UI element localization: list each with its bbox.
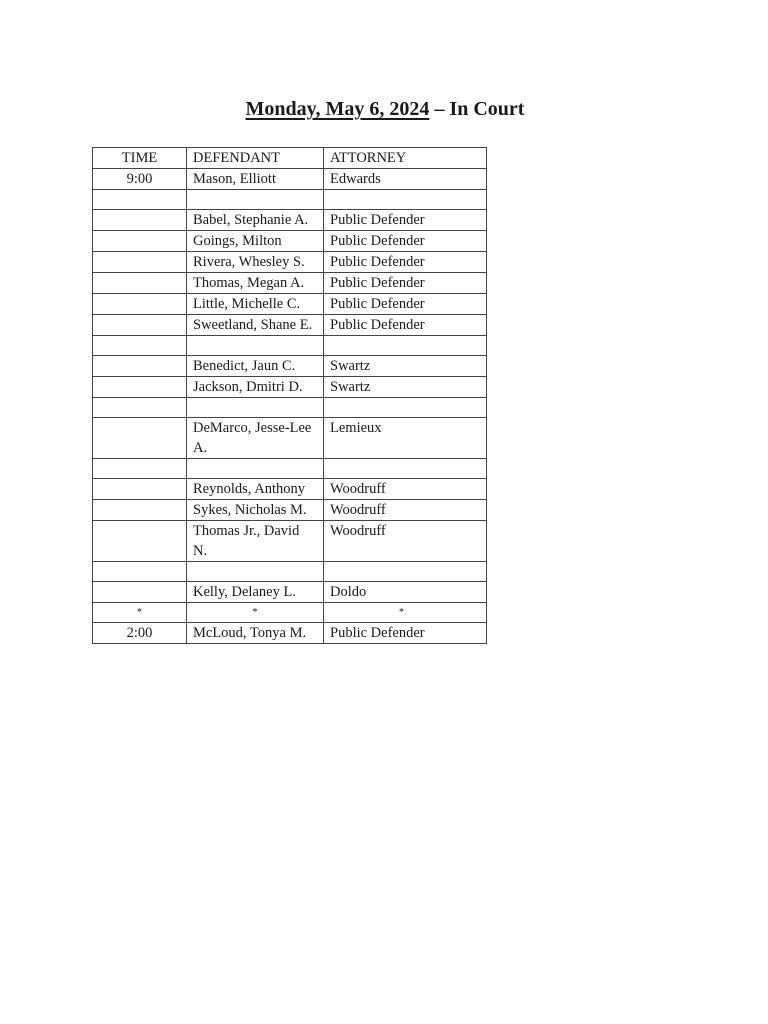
title-date: Monday, May 6, 2024 <box>245 98 430 120</box>
table-row <box>93 623 487 644</box>
defendant-cell: Babel, Stephanie A. <box>187 210 324 231</box>
time-cell <box>93 294 187 315</box>
attorney-cell: Public Defender <box>324 294 487 315</box>
defendant-cell: Thomas, Megan A. <box>187 273 324 294</box>
attorney-cell: Public Defender <box>324 210 487 231</box>
table-row <box>93 231 487 252</box>
time-cell <box>93 459 187 479</box>
time-cell <box>93 418 187 459</box>
defendant-cell: DeMarco, Jesse-Lee A. <box>187 418 324 459</box>
defendant-cell <box>187 398 324 418</box>
court-schedule-table <box>92 147 487 644</box>
time-cell: 2:00 <box>93 623 187 644</box>
attorney-cell: Woodruff <box>324 521 487 562</box>
defendant-cell: Kelly, Delaney L. <box>187 582 324 603</box>
table-row <box>93 418 487 459</box>
table-row <box>93 252 487 273</box>
attorney-cell <box>324 398 487 418</box>
table-row <box>93 521 487 562</box>
attorney-cell: Woodruff <box>324 500 487 521</box>
table-header-row <box>93 148 487 169</box>
attorney-cell: Lemieux <box>324 418 487 459</box>
attorney-cell: Swartz <box>324 356 487 377</box>
attorney-cell: Public Defender <box>324 623 487 644</box>
time-cell <box>93 377 187 398</box>
defendant-cell: Goings, Milton <box>187 231 324 252</box>
defendant-cell: Benedict, Jaun C. <box>187 356 324 377</box>
defendant-cell <box>187 459 324 479</box>
table-row <box>93 459 487 479</box>
title-suffix: – In Court <box>429 98 525 120</box>
attorney-cell <box>324 562 487 582</box>
time-cell: * <box>93 603 187 623</box>
page-title <box>0 98 768 121</box>
table-row <box>93 562 487 582</box>
table-row <box>93 356 487 377</box>
attorney-cell: Swartz <box>324 377 487 398</box>
attorney-cell: Public Defender <box>324 273 487 294</box>
table-row <box>93 377 487 398</box>
time-cell <box>93 252 187 273</box>
header-time: TIME <box>93 148 187 169</box>
time-cell <box>93 190 187 210</box>
table-row <box>93 336 487 356</box>
time-cell <box>93 231 187 252</box>
time-cell <box>93 521 187 562</box>
table-row <box>93 210 487 231</box>
defendant-cell: Sykes, Nicholas M. <box>187 500 324 521</box>
defendant-cell <box>187 562 324 582</box>
defendant-cell: * <box>187 603 324 623</box>
attorney-cell: Doldo <box>324 582 487 603</box>
time-cell <box>93 398 187 418</box>
defendant-cell: Jackson, Dmitri D. <box>187 377 324 398</box>
attorney-cell: Woodruff <box>324 479 487 500</box>
defendant-cell: Sweetland, Shane E. <box>187 315 324 336</box>
table-row <box>93 315 487 336</box>
defendant-cell: Reynolds, Anthony <box>187 479 324 500</box>
time-cell <box>93 273 187 294</box>
table-row <box>93 479 487 500</box>
defendant-cell: Mason, Elliott <box>187 169 324 190</box>
table-row <box>93 169 487 190</box>
attorney-cell <box>324 459 487 479</box>
attorney-cell: Edwards <box>324 169 487 190</box>
attorney-cell <box>324 336 487 356</box>
attorney-cell: * <box>324 603 487 623</box>
defendant-cell: McLoud, Tonya M. <box>187 623 324 644</box>
defendant-cell <box>187 336 324 356</box>
time-cell <box>93 210 187 231</box>
defendant-cell: Rivera, Whesley S. <box>187 252 324 273</box>
table-row <box>93 190 487 210</box>
table-row <box>93 398 487 418</box>
defendant-cell: Little, Michelle C. <box>187 294 324 315</box>
attorney-cell: Public Defender <box>324 315 487 336</box>
attorney-cell: Public Defender <box>324 231 487 252</box>
table-row <box>93 582 487 603</box>
time-cell <box>93 315 187 336</box>
time-cell <box>93 479 187 500</box>
time-cell: 9:00 <box>93 169 187 190</box>
attorney-cell: Public Defender <box>324 252 487 273</box>
table-row <box>93 273 487 294</box>
table-row <box>93 500 487 521</box>
defendant-cell <box>187 190 324 210</box>
header-attorney: ATTORNEY <box>324 148 487 169</box>
time-cell <box>93 562 187 582</box>
attorney-cell <box>324 190 487 210</box>
defendant-cell: Thomas Jr., David N. <box>187 521 324 562</box>
time-cell <box>93 582 187 603</box>
table-row-separator <box>93 603 487 623</box>
time-cell <box>93 500 187 521</box>
header-defendant: DEFENDANT <box>187 148 324 169</box>
table-row <box>93 294 487 315</box>
time-cell <box>93 356 187 377</box>
time-cell <box>93 336 187 356</box>
